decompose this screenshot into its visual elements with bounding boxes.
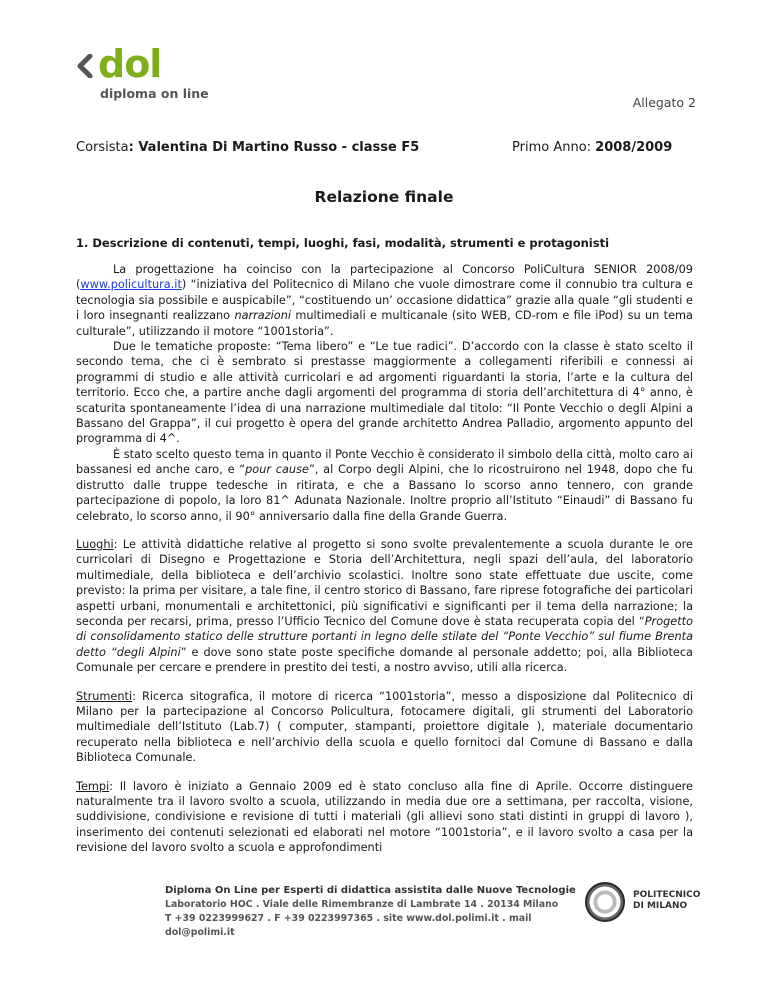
logo-brand: dol (98, 42, 162, 86)
footer-line-3: T +39 0223999627 . F +39 0223997365 . site www.dol.polimi.it . mail dol@polimi.it (165, 913, 532, 938)
poli-line-2: DI MILANO (633, 901, 688, 911)
p3-pre: È stato scelto questo tema in quanto il Ponte Vecchio è considerato il simbolo della città, molto caro ai bassanesi ed anche caro, e “ (76, 447, 693, 477)
p1-pre: La progettazione ha coinciso con la partecipazione al Concorso PoliCultura SENIOR 2008/09 ( (76, 263, 693, 292)
tempi-label: Tempi (76, 779, 110, 793)
corsista-value: : Valentina Di Martino Russo - classe F5 (128, 140, 420, 155)
strumenti-label: Strumenti (76, 689, 133, 703)
p3-em: pour cause (245, 463, 309, 477)
section-heading: 1. Descrizione di contenuti, tempi, luoghi, fasi, modalità, strumenti e protagonisti (76, 236, 610, 250)
chevron-left-icon (76, 54, 94, 78)
anno-label: Primo Anno: (512, 140, 596, 155)
strumenti-text: : Ricerca sitografica, il motore di ricerca “1001storia”, messo a disposizione dal Politecnico di Milano per la partecipazione al Concorso Policultura, fotocamere digitali, gli strumenti del Laboratorio multimediale dell’Istituto (Lab.7) ( computer, stampanti, proiettore digitale ), materiale documentario recuperato nella biblioteca e nell’archivio della scuola e quello fornitoci dal Comune di Bassano e dalla Biblioteca Comunale. (76, 689, 693, 765)
politecnico-name (633, 890, 700, 912)
paragraph-tematiche: Due le tematiche proposte: “Tema libero” e “Le tue radici”. D’accordo con la classe è stato scelto il secondo tema, che ci è sembrato si prestasse maggiormente a collegamenti riferibili e connessi ai programmi di studio e alle attività curricolari e ad argomenti riguardanti la storia, l’arte e la cultura del territorio. Ecco che, a partire anche dagli argomenti del programma di storia dell’architettura di 4° anno, è scaturita spontaneamente l’idea di una narrazione multimediale dal titolo: “Il Ponte Vecchio o degli Alpini a Bassano del Grappa”, il cui progetto è opera del grande architetto Andrea Palladio, argomento appunto del programma di 4^. (76, 340, 693, 446)
anno-value: 2008/2009 (595, 140, 673, 155)
corsista (76, 140, 419, 155)
document-body (76, 262, 693, 856)
politecnico-logo (585, 882, 705, 928)
paragraph-intro (76, 262, 693, 339)
p1-post: multimediali e multicanale (sito WEB, CD-rom e file iPod) su un tema culturale”, utilizzando il motore “1001storia”. (76, 309, 693, 338)
anno (512, 140, 672, 155)
corsista-label: Corsista (76, 140, 129, 155)
footer-line-1: Diploma On Line per Esperti di didattica assistita dalle Nuove Tecnologie (165, 885, 576, 896)
paragraph-luoghi (76, 537, 693, 676)
p1-em: narrazioni (234, 309, 292, 323)
luoghi-label: Luoghi (76, 537, 114, 551)
page-title: Relazione finale (314, 188, 454, 206)
tempi-text: : Il lavoro è iniziato a Gennaio 2009 ed è stato concluso alla fine di Aprile. Occorre distinguere naturalmente tra il lavoro svolto a scuola, utilizzando in media due ore a settimana, per raccolta, visione, suddivisione, condivisione e revisione di tutti i materiali (gli allievi sono stati distinti in gruppi di lavoro ), inserimento dei contenuti selezionati ed elaborati nel motore “1001storia”, e il lavoro svolto a casa per la revisione del lavoro svolto a scuola e approfondimenti (76, 779, 693, 855)
luoghi-post: ” e dove sono state poste specifiche domande al personale addetto; poi, alla Biblioteca Comunale per cercare e prendere in prestito dei testi, a nostro avviso, utili alla ricerca. (76, 645, 693, 675)
luoghi-pre: : Le attività didattiche relative al progetto si sono svolte prevalentemente a scuola durante le ore curricolari di Disegno e Progettazione e Storia dell’Architettura, negli spazi dell’aula, del laboratorio multimediale, della biblioteca e dell’archivio scolastici. Inoltre sono state effettuate due uscite, come previsto: la prima per visitare, a tale fine, il centro storico di Bassano, fare riprese fotografiche dei particolari aspetti urbani, monumentali e architettonici, più significativi e significanti per il tema della narrazione; la seconda per recarsi, prima, presso l’Ufficio Tecnico del Comune dove è stata recuperata copia del “ (76, 537, 693, 628)
footer-line-2: Laboratorio HOC . Viale delle Rimembranze di Lambrate 14 . 20134 Milano (165, 899, 559, 910)
dol-logo (76, 42, 276, 112)
paragraph-strumenti (76, 689, 693, 766)
luoghi-em: Progetto di consolidamento statico delle strutture portanti in legno delle stilate del “Ponte Vecchio” sul fiume Brenta detto “degli Alpini (76, 614, 693, 659)
logo-tagline: diploma on line (100, 86, 209, 101)
poli-line-1: POLITECNICO (633, 890, 701, 900)
p1-mid: ) “iniziativa del Politecnico di Milano che vuole dimostrare come il connubio tra cultura e tecnologia sia possibile e auspicabile”, “costituendo un’ occasione didattica” grazie alla quale “gli studenti e i loro insegnanti realizzano (76, 278, 693, 323)
paragraph-tempi (76, 779, 693, 856)
footer (165, 884, 585, 940)
paragraph-tema (76, 447, 693, 524)
politecnico-seal-icon (585, 882, 625, 922)
p3-post: ”, al Corpo degli Alpini, che lo ricostruirono nel 1948, dopo che fu distrutto dalle truppe tedesche in ritirata, e che a Bassano lo scorso anno tennero, con grande partecipazione di popolo, la loro 81^ Adunata Nazionale. Inoltre proprio all’Istituto “Einaudi” di Bassano fu celebrato, lo scorso anno, il 90° anniversario dalla fine della Grande Guerra. (76, 463, 693, 523)
policultura-link[interactable]: www.policultura.it (80, 278, 182, 292)
allegato-label: Allegato 2 (632, 95, 696, 110)
